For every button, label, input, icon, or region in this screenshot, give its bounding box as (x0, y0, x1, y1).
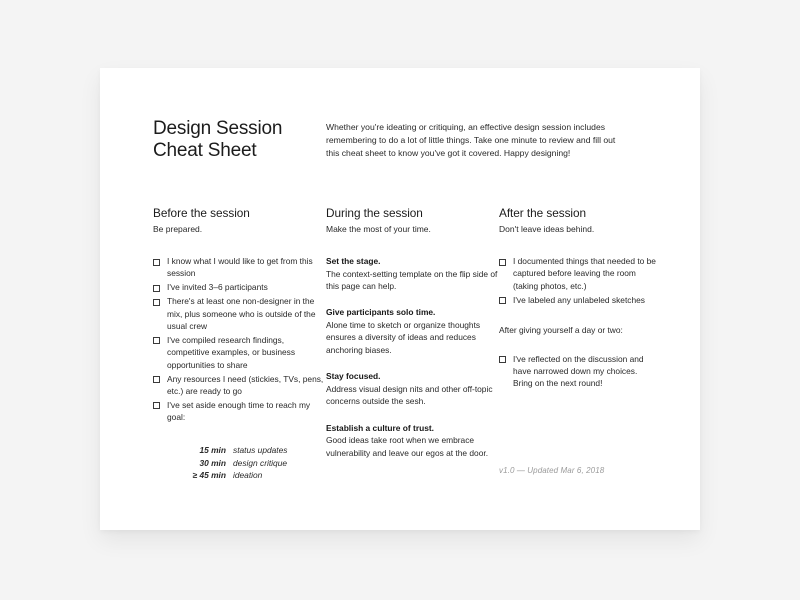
check-item-label: I've labeled any unlabeled sketches (513, 294, 645, 305)
check-item[interactable] (153, 334, 326, 371)
document-header (153, 118, 662, 161)
column-subtitle-before: Be prepared. (153, 224, 203, 234)
tip-body: Address visual design nits and other off-topic concerns outside the sesh. (326, 383, 493, 407)
time-row (178, 469, 326, 482)
check-item[interactable] (153, 373, 326, 398)
checkbox-icon[interactable] (153, 299, 160, 306)
tip-item (326, 255, 499, 292)
tip-item (326, 370, 499, 407)
time-amount: ≥ 45 min (192, 470, 226, 481)
check-item[interactable] (499, 255, 659, 292)
time-row (178, 457, 326, 470)
column-after-the-session (499, 206, 659, 482)
tips-list (326, 255, 499, 459)
version-footer: v1.0 — Updated Mar 6, 2018 (499, 465, 605, 475)
checkbox-icon[interactable] (153, 402, 160, 409)
checklist-after (499, 255, 659, 306)
column-title-after: After the session (499, 206, 587, 220)
checkbox-icon[interactable] (153, 337, 160, 344)
time-amount: 30 min (199, 457, 226, 468)
check-item[interactable] (153, 255, 326, 280)
tip-item (326, 306, 499, 356)
column-subtitle-during: Make the most of your time. (326, 224, 431, 234)
check-item[interactable] (499, 294, 659, 306)
sheet-content (153, 118, 662, 510)
check-item-label: I've compiled research findings, competitive examples, or business opportunities to share (167, 334, 296, 370)
column-title-before: Before the session (153, 206, 250, 220)
tip-heading: Stay focused. (326, 371, 381, 382)
check-item-label: Any resources I need (stickies, TVs, pens, etc.) are ready to go (167, 373, 324, 397)
intro-block (326, 118, 662, 161)
checkbox-icon[interactable] (153, 285, 160, 292)
check-item-label: I've set aside enough time to reach my goal: (167, 399, 311, 423)
time-label: status updates (233, 444, 288, 455)
check-item[interactable] (153, 399, 326, 424)
check-item-label: I documented things that needed to be captured before leaving the room (taking photos, etc.) (513, 256, 656, 291)
tip-item (326, 422, 499, 459)
column-title-during: During the session (326, 206, 423, 220)
check-item[interactable] (153, 281, 326, 293)
page-title-line-2: Cheat Sheet (153, 139, 257, 161)
tip-body: Good ideas take root when we embrace vulnerability and leave our egos at the door. (326, 435, 489, 458)
time-label: design critique (233, 457, 288, 468)
time-row (178, 444, 326, 457)
time-amount: 15 min (199, 444, 226, 455)
time-allocation-table (178, 444, 326, 482)
tip-heading: Establish a culture of trust. (326, 422, 434, 433)
columns-container (153, 206, 662, 482)
column-before-the-session (153, 206, 326, 482)
checkbox-icon[interactable] (499, 356, 506, 363)
column-subtitle-after: Don't leave ideas behind. (499, 224, 595, 234)
cheat-sheet-card (100, 68, 700, 530)
tip-body: The context-setting template on the flip side of this page can help. (326, 268, 498, 291)
check-item-label: There's at least one non-designer in the mix, plus someone who is outside of the usual crew (167, 296, 316, 332)
title-block (153, 118, 326, 161)
check-item[interactable] (153, 295, 326, 332)
page-title-line-1: Design Session (153, 118, 283, 139)
tip-heading: Give participants solo time. (326, 307, 436, 318)
column-during-the-session (326, 206, 499, 482)
page-title (153, 118, 326, 161)
checklist-before (153, 255, 326, 424)
checkbox-icon[interactable] (499, 259, 506, 266)
tip-body: Alone time to sketch or organize thoughts ensures a diversity of ideas and reduces anchoring biases. (326, 320, 481, 355)
check-item[interactable] (499, 353, 659, 390)
check-item-label: I know what I would like to get from this session (167, 256, 313, 279)
time-label: ideation (233, 470, 263, 481)
after-later-note: After giving yourself a day or two: (499, 325, 623, 336)
checkbox-icon[interactable] (153, 376, 160, 383)
check-item-label: I've invited 3–6 participants (167, 282, 268, 293)
tip-heading: Set the stage. (326, 256, 381, 266)
checklist-after-later (499, 353, 659, 390)
checkbox-icon[interactable] (153, 259, 160, 266)
checkbox-icon[interactable] (499, 297, 506, 304)
check-item-label: I've reflected on the discussion and have narrowed down my choices. Bring on the next round! (513, 353, 644, 389)
intro-paragraph: Whether you're ideating or critiquing, an effective design session includes remembering to do a lot of little things. Take one minute to review and fill out this cheat sheet to know you've got it covered. Happy designing! (326, 122, 616, 159)
